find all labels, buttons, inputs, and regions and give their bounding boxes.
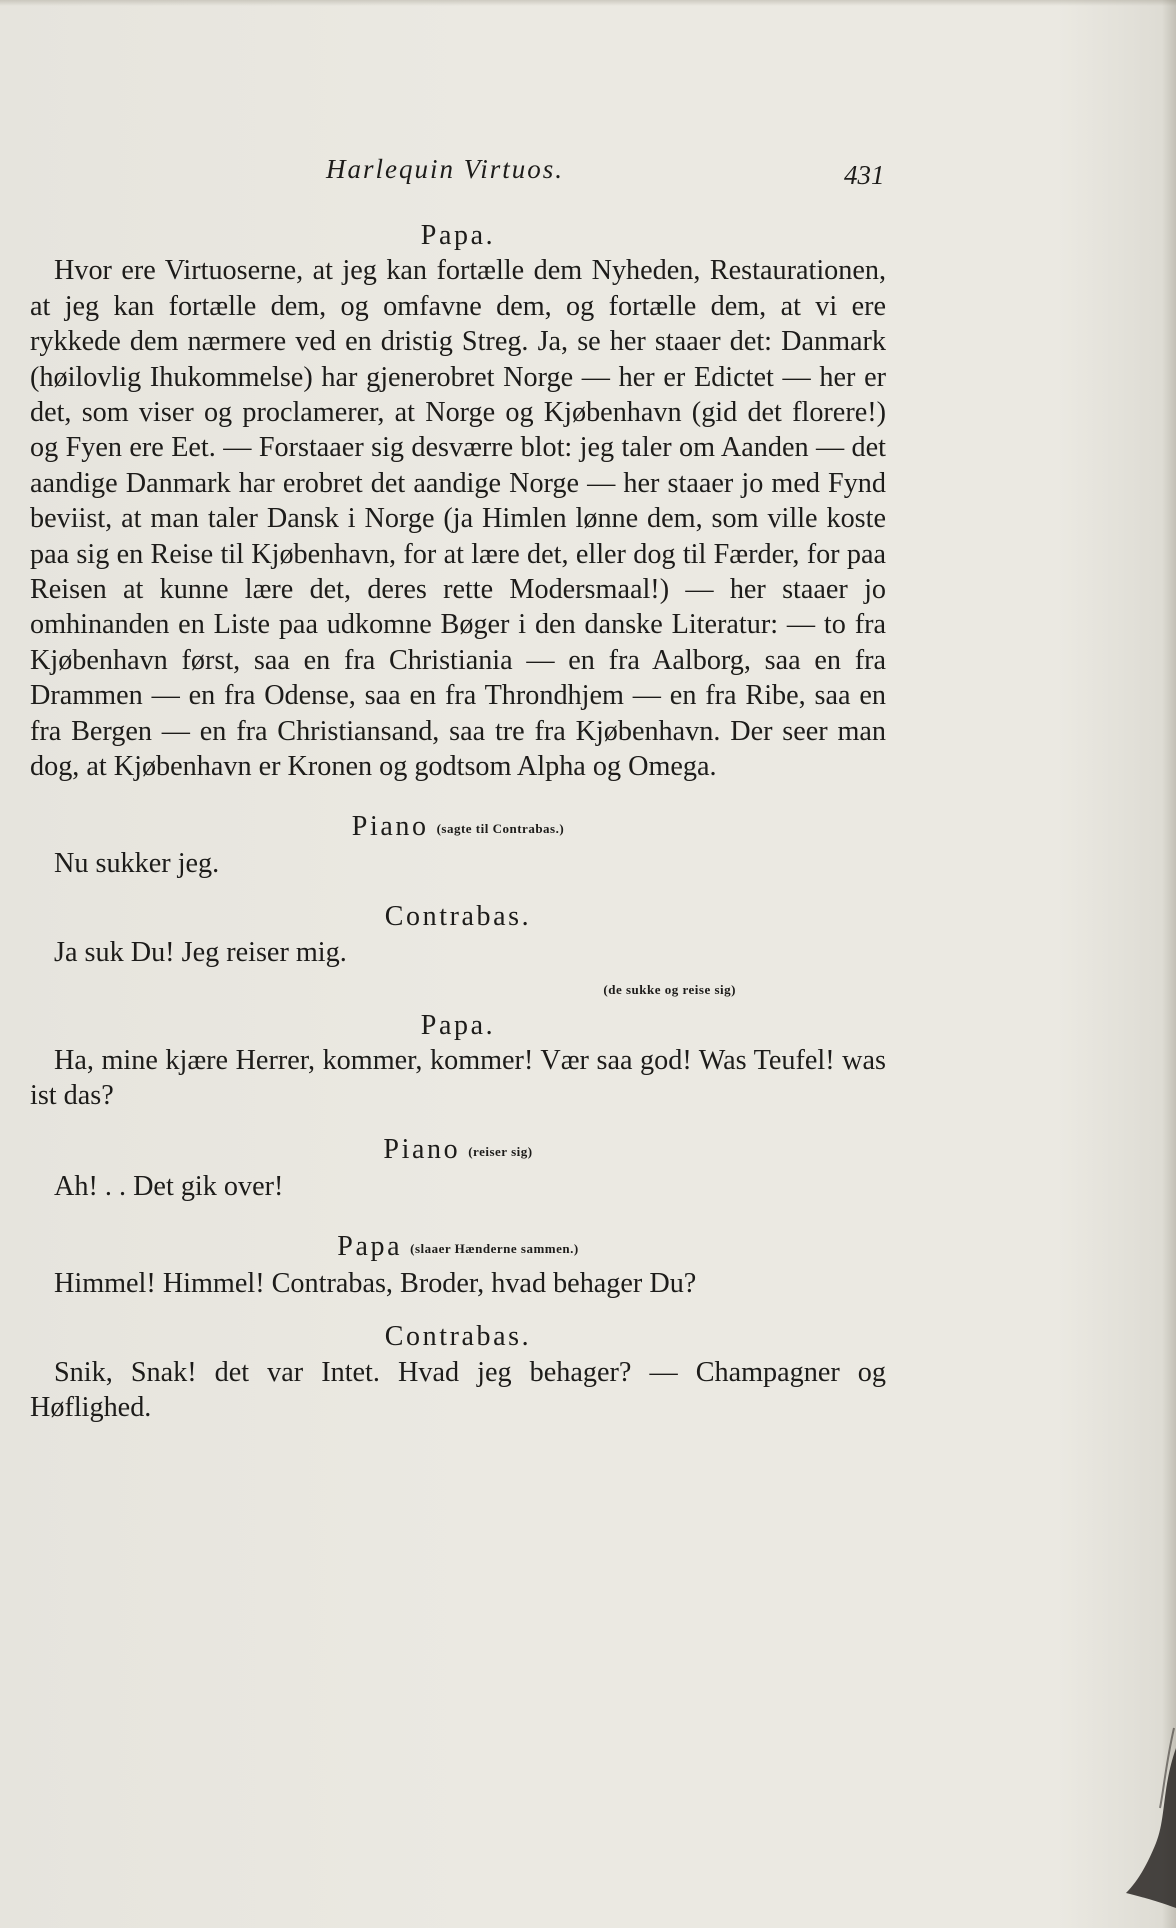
speaker-name: Papa [337,1230,403,1262]
speech-piano-1: Nu sukker jeg. [54,847,220,879]
speech-piano-2: Ah! . . Det gik over! [54,1171,284,1203]
stage-direction: (reiser sig) [468,1143,533,1159]
speaker-contrabas-2: Contrabas. [384,1321,532,1353]
speaker-papa-3 [30,1229,886,1266]
speech-papa-1: Hvor ere Virtuoserne, at jeg kan fortælle dem Nyheden, Restaurationen, at jeg kan fortælle dem, og omfavne dem, og fortælle dem, at vi ere rykkede dem nærmere ved en dristig Streg. Ja, se her staaer det: Danmark (høilovlig Ihukommelse) har gjenerobret Norge — her er Edictet — her er det, som viser og proclamerer, at Norge og Kjøbenhavn (gid det florere!) og Fyen ere Eet. — Forstaaer sig desværre blot: jeg taler om Aanden — det aandige Danmark har erobret det aandige Norge — her staaer jo med Fynd beviist, at man taler Dansk i Norge (ja Himlen lønne dem, som ville koste paa sig en Reise til Kjøbenhavn, for at lære det, eller dog til Færder, for paa Reisen at kunne lære det, deres rette Modersmaal!) — her staaer jo omhinanden en Liste paa udkomne Bøger i den danske Literatur: — to fra Kjøbenhavn først, saa en fra Christiania — en fra Aalborg, saa en fra Drammen — en fra Odense, saa en fra Throndhjem — en fra Ribe, saa en fra Bergen — en fra Christiansand, saa tre fra Kjøbenhavn. Der seer man dog, at Kjøbenhavn er Kronen og godtsom Alpha og Omega. [30,255,886,783]
speaker-papa-1: Papa. [420,220,496,251]
speech-contrabas-2: Snik, Snak! det var Intet. Hvad jeg behager? — Champagner og Høflighed. [30,1356,886,1424]
running-title: Harlequin Virtuos. [326,154,564,184]
speech-papa-2: Ha, mine kjære Herrer, kommer, kommer! Vær saa god! Was Teufel! was ist das? [30,1044,886,1112]
page-top-edge [0,0,1176,6]
speaker-name: Piano [351,810,429,842]
speaker-contrabas-1: Contrabas. [384,901,532,933]
speaker-papa-2: Papa. [420,1009,496,1041]
speech-contrabas-1: Ja suk Du! Jeg reiser mig. [54,936,347,968]
stage-direction: (sagte til Contrabas.) [436,820,565,836]
stage-direction: (slaaer Hænderne sammen.) [410,1240,579,1256]
stage-direction-sukke: (de sukke og reise sig) [603,982,736,998]
speaker-piano-2 [30,1132,886,1169]
page-right-edge [1162,0,1176,1928]
text-block [30,218,886,1426]
page-number: 431 [844,160,885,190]
torn-corner-mark [1066,1668,1176,1928]
speaker-name: Piano [383,1133,461,1165]
speaker-piano-1 [30,809,886,846]
speech-papa-3: Himmel! Himmel! Contrabas, Broder, hvad behager Du? [54,1267,697,1299]
